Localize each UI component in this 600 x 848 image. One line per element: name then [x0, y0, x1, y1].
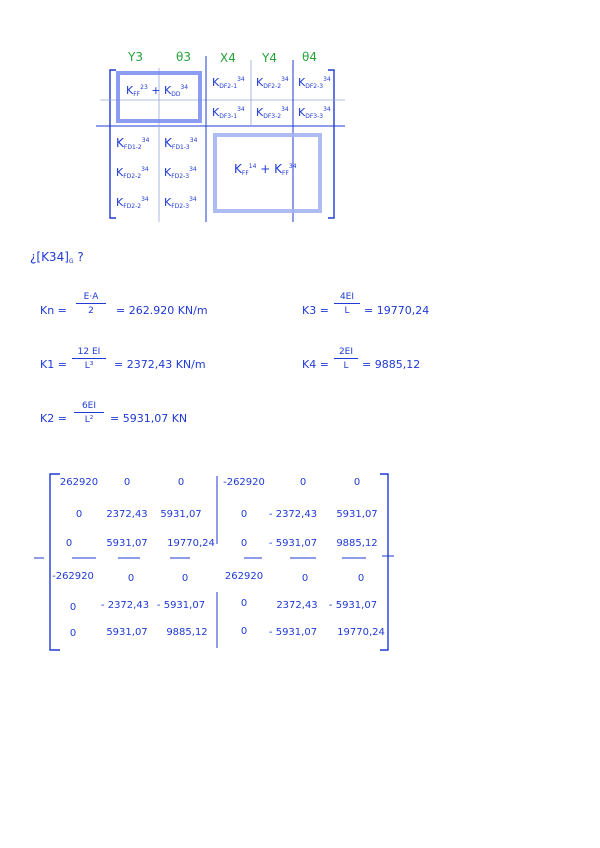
kdf-term: $KDF2-2^{34}$	[256, 76, 289, 90]
formula-rhs: = 262.920 KN/m	[116, 304, 208, 317]
formula-lhs: Kn =	[40, 304, 67, 317]
matrix-cell: 0	[299, 477, 307, 488]
fraction-numerator: 6EI	[74, 401, 104, 413]
question-heading: ¿[K34]G ?	[30, 250, 84, 265]
matrix-cell: 19770,24	[167, 538, 215, 549]
fraction-numerator: E·A	[76, 292, 106, 304]
matrix-cell: 0	[240, 509, 248, 520]
matrix-cell: 0	[69, 602, 77, 613]
kfd-term: $KFD2-2^{34}$	[116, 166, 149, 180]
matrix-cell: 9885,12	[166, 627, 208, 638]
kfd-term: $KFD2-3^{34}$	[164, 166, 197, 180]
fraction-denominator: L²	[84, 415, 94, 425]
formula-lhs: K3 =	[302, 304, 329, 317]
fraction-numerator: 2EI	[334, 347, 358, 359]
kdf-term: $KDF2-3^{34}$	[298, 76, 331, 90]
matrix-cell: 5931,07	[160, 509, 202, 520]
matrix-cell: 0	[123, 477, 131, 488]
matrix-cell: 0	[65, 538, 73, 549]
formula-fraction	[76, 292, 106, 316]
kdf-term: $KDF3-1^{34}$	[212, 106, 245, 120]
dof-header-theta3: θ3	[176, 50, 191, 64]
dof-header-x4: X4	[220, 51, 236, 65]
kff-kdd-sum: KFF$^{23}$ + KDD$^{34}$	[126, 84, 189, 98]
matrix-cell: 2372,43	[276, 600, 318, 611]
matrix-cell: 9885,12	[336, 538, 378, 549]
matrix-cell: 0	[240, 626, 248, 637]
matrix-cell: - 2372,43	[268, 509, 318, 520]
matrix-cell: 5931,07	[106, 627, 148, 638]
kff-sum: KFF$^{14}$ + KFF$^{34}$	[234, 162, 297, 177]
matrix-cell: 5931,07	[336, 509, 378, 520]
matrix-cell: 19770,24	[337, 627, 385, 638]
formula-lhs: K4 =	[302, 358, 329, 371]
matrix-cell: -262920	[223, 477, 265, 488]
matrix-cell: 2372,43	[106, 509, 148, 520]
formula-lhs: K2 =	[40, 412, 67, 425]
kfd-term: $KFD2-2^{34}$	[116, 196, 149, 210]
matrix-cell: - 5931,07	[328, 600, 378, 611]
kdf-term: $KDF3-3^{34}$	[298, 106, 331, 120]
fraction-numerator: 4EI	[334, 292, 360, 304]
matrix-cell: 0	[181, 573, 189, 584]
formula-fraction	[334, 347, 358, 371]
matrix-cell: 0	[301, 573, 309, 584]
matrix-cell: - 5931,07	[268, 627, 318, 638]
formula-rhs: = 2372,43 KN/m	[114, 358, 206, 371]
dof-header-y3: Y3	[128, 50, 143, 64]
kdf-term: $KDF3-2^{34}$	[256, 106, 289, 120]
matrix-cell: 0	[177, 477, 185, 488]
fraction-denominator: L	[343, 361, 349, 371]
fraction-numerator: 12 EI	[72, 347, 106, 359]
matrix-cell: 5931,07	[106, 538, 148, 549]
matrix-cell: - 2372,43	[100, 600, 150, 611]
formula-rhs: = 9885,12	[362, 358, 421, 371]
kfd-term: $KFD1-2^{34}$	[116, 136, 150, 151]
matrix-cell: -262920	[52, 571, 94, 582]
matrix-cell: 0	[127, 573, 135, 584]
formula-lhs: K1 =	[40, 358, 67, 371]
matrix-cell: 262920	[59, 477, 99, 488]
formula-fraction	[74, 401, 104, 425]
dof-header-y4: Y4	[262, 51, 277, 65]
matrix-cell: 262920	[224, 571, 264, 582]
formula-rhs: = 5931,07 KN	[110, 412, 188, 425]
formula-rhs: = 19770,24	[364, 304, 430, 317]
matrix-cell: 0	[353, 477, 361, 488]
matrix-cell: 0	[240, 538, 248, 549]
formula-fraction	[72, 347, 106, 371]
matrix-cell: 0	[75, 509, 83, 520]
matrix-cell: 0	[357, 573, 365, 584]
matrix-cell: - 5931,07	[156, 600, 206, 611]
matrix-cell: 0	[240, 598, 248, 609]
fraction-denominator: L	[344, 306, 350, 316]
dof-header-theta4: θ4	[302, 50, 317, 64]
kfd-term: $KFD1-3^{34}$	[164, 136, 198, 151]
kdf-term: $KDF2-1^{34}$	[212, 76, 245, 90]
kfd-term: $KFD2-3^{34}$	[164, 196, 197, 210]
fraction-denominator: 2	[88, 306, 94, 316]
fraction-denominator: L³	[84, 361, 94, 371]
matrix-cell: 0	[69, 628, 77, 639]
formula-fraction	[334, 292, 360, 316]
matrix-cell: - 5931,07	[268, 538, 318, 549]
